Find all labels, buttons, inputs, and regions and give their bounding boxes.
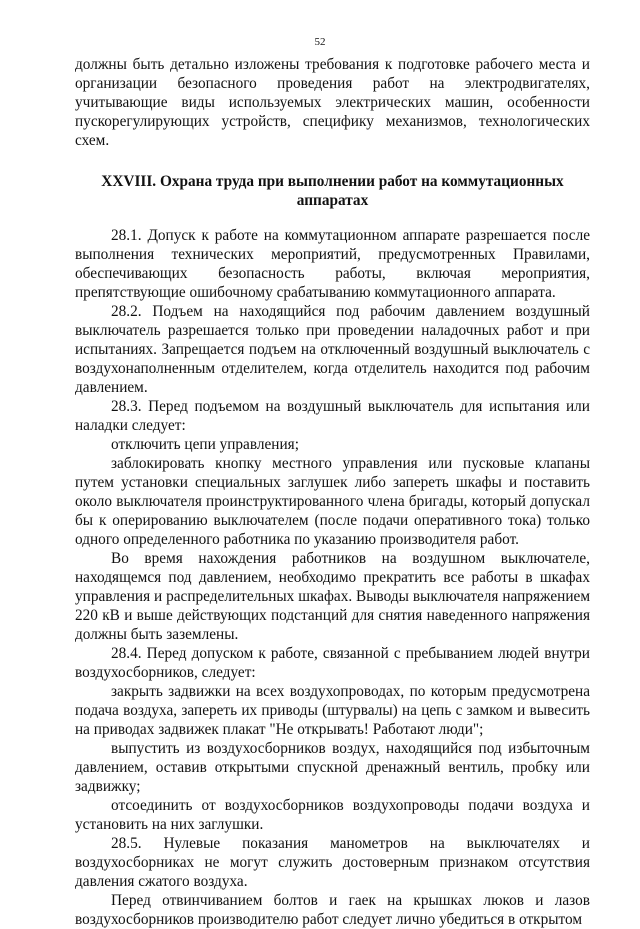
section-heading: XXVIII. Охрана труда при выполнении работ на коммутационных аппаратах [101, 173, 564, 209]
paragraph-28-3: 28.3. Перед подъемом на воздушный выключатель для испытания или наладки следует: [75, 398, 590, 434]
paragraph: Перед отвинчиванием болтов и гаек на крышках люков и лазов воздухосборников производителю работ следует лично убедиться в открытом [75, 892, 590, 928]
list-item: закрыть задвижки на всех воздухопроводах, по которым предусмотрена подача воздуха, запереть их приводы (штурвалы) на цепь с замком и вывесить на приводах задвижек плакат "Не открывать! Работают люди"; [75, 683, 590, 738]
paragraph-28-4: 28.4. Перед допуском к работе, связанной с пребыванием людей внутри воздухосборников, следует: [75, 645, 590, 681]
paragraph-28-2: 28.2. Подъем на находящийся под рабочим давлением воздушный выключатель разрешается только при проведении наладочных работ и при испытаниях. Запрещается подъем на отключенный воздушный выключатель с воздухонаполненным отделителем, когда отделитель находится под рабочим давлением. [75, 303, 590, 396]
list-item: выпустить из воздухосборников воздух, находящийся под избыточным давлением, оставив открытыми спускной дренажный вентиль, пробку или задвижку; [75, 740, 590, 795]
paragraph: Во время нахождения работников на воздушном выключателе, находящемся под давлением, необходимо прекратить все работы в шкафах управления и распределительных шкафах. Выводы выключателя напряжением 220 кВ и выше действующих подстанций для снятия наведенного напряжения должны быть заземлены. [75, 550, 590, 643]
page-number: 52 [314, 36, 326, 48]
paragraph-28-5: 28.5. Нулевые показания манометров на выключателях и воздухосборниках не могут служить достоверным признаком отсутствия давления сжатого воздуха. [75, 835, 590, 890]
document-body [75, 55, 590, 929]
paragraph-28-1: 28.1. Допуск к работе на коммутационном аппарате разрешается после выполнения технических мероприятий, предусмотренных Правилами, обеспечивающих безопасность работы, включая мероприятия, препятствующие ошибочному срабатыванию коммутационного аппарата. [75, 227, 590, 301]
list-item: заблокировать кнопку местного управления или пусковые клапаны путем установки специальных заглушек либо запереть шкафы и поставить около выключателя проинструктированного члена бригады, который допускал бы к оперированию выключателем (после подачи оперативного тока) только одного определенного работника по указанию производителя работ. [75, 455, 590, 548]
list-item: отсоединить от воздухосборников воздухопроводы подачи воздуха и установить на них заглушки. [75, 797, 590, 833]
list-item: отключить цепи управления; [111, 436, 299, 453]
paragraph-continuation: должны быть детально изложены требования к подготовке рабочего места и организации безопасного проведения работ на электродвигателях, учитывающие виды используемых электрических машин, особенности пускорегулирующих устройств, специфику механизмов, технологических схем. [75, 56, 590, 149]
